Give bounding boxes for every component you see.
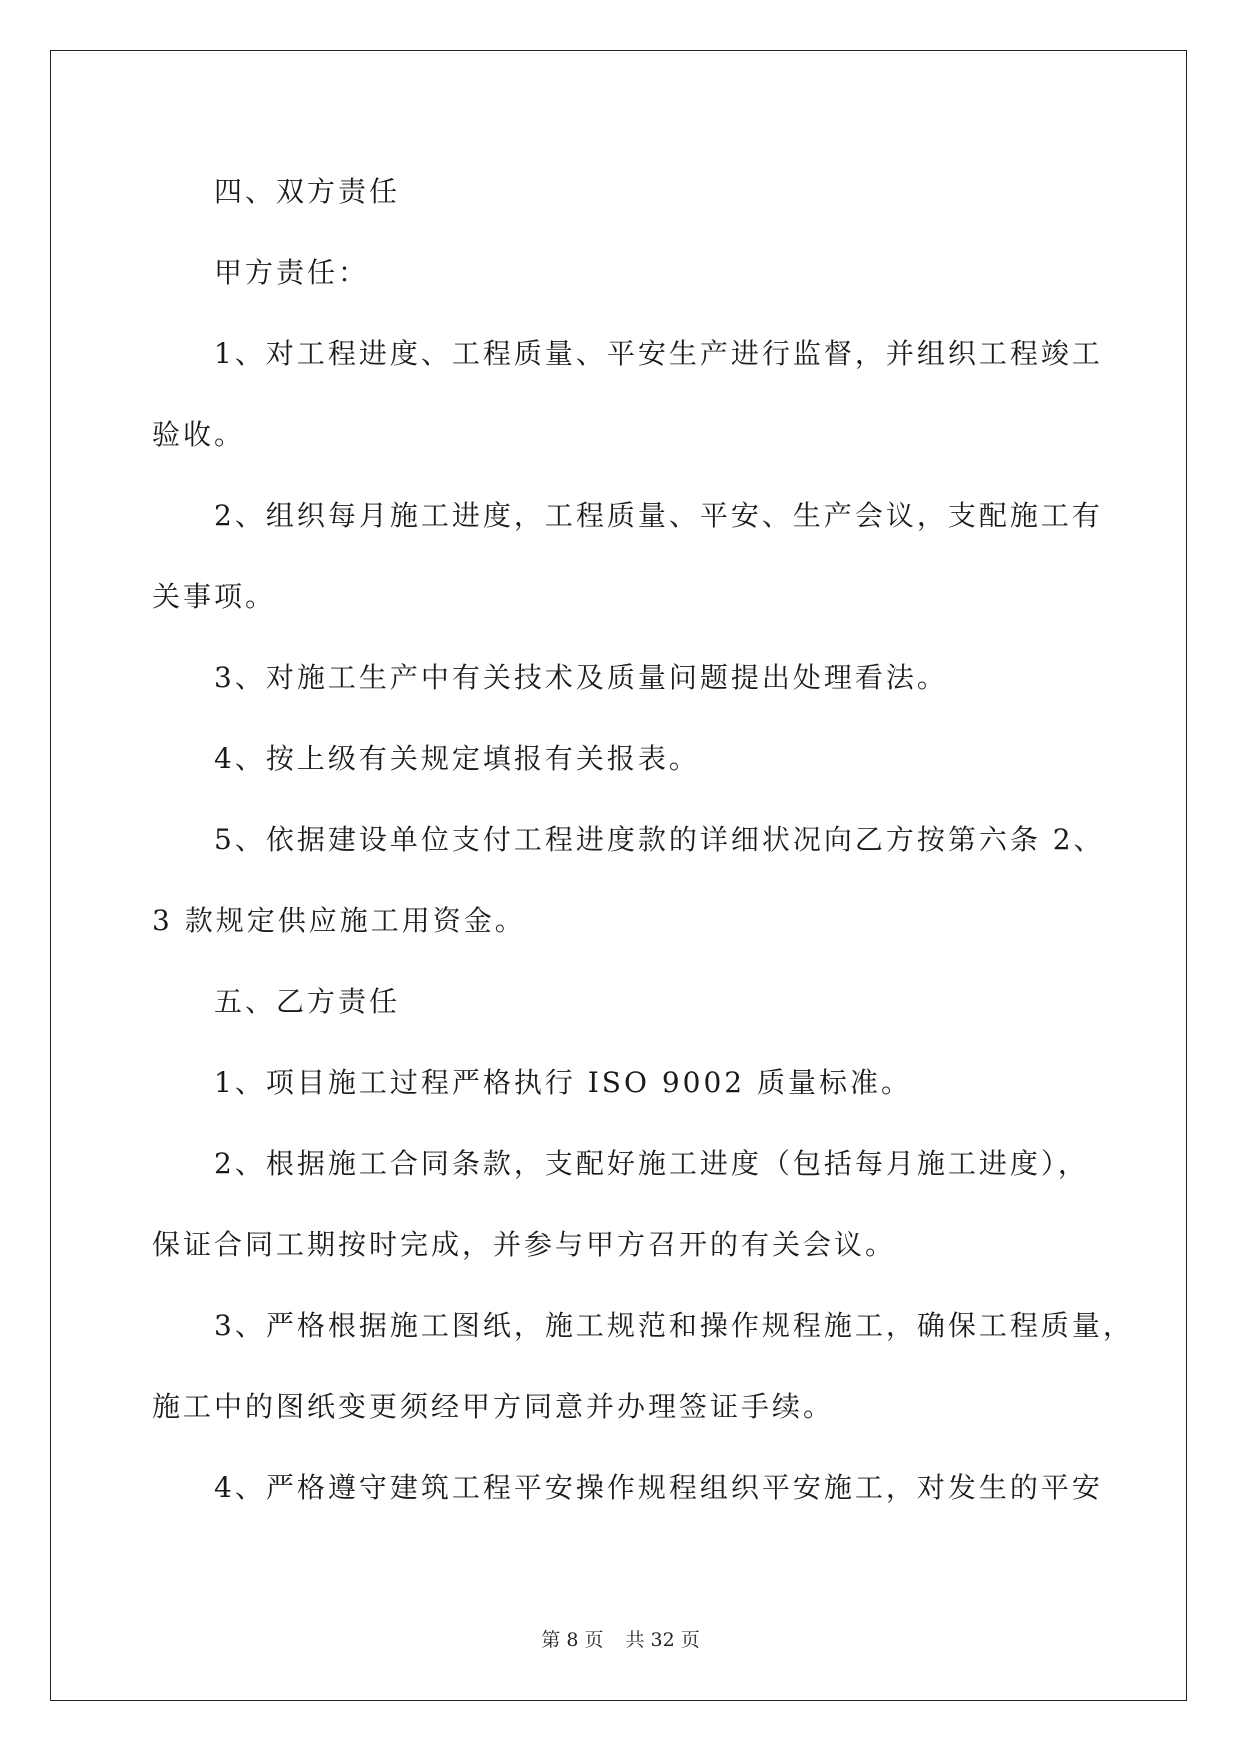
- party-a-heading: 甲方责任：: [214, 256, 370, 289]
- section-heading-party-b: 五、乙方责任: [214, 985, 401, 1018]
- paragraph-line: 保证合同工期按时完成，并参与甲方召开的有关会议。: [152, 1228, 897, 1261]
- paragraph-line: 4、严格遵守建筑工程平安操作规程组织平安施工，对发生的平安: [214, 1471, 1103, 1504]
- paragraph-line: 5、依据建设单位支付工程进度款的详细状况向乙方按第六条 2、: [214, 823, 1105, 856]
- paragraph-line: 3、对施工生产中有关技术及质量问题提出处理看法。: [214, 661, 948, 694]
- paragraph-line: 2、根据施工合同条款，支配好施工进度（包括每月施工进度），: [214, 1147, 1089, 1180]
- paragraph-line: 3、严格根据施工图纸，施工规范和操作规程施工，确保工程质量，: [214, 1309, 1134, 1342]
- page-number-current: 第 8 页: [541, 1629, 604, 1651]
- paragraph-line: 4、按上级有关规定填报有关报表。: [214, 742, 700, 775]
- paragraph-line: 3 款规定供应施工用资金。: [152, 904, 526, 937]
- paragraph-line: 1、对工程进度、工程质量、平安生产进行监督，并组织工程竣工: [214, 337, 1103, 370]
- paragraph-line: 验收。: [152, 418, 246, 451]
- paragraph-line: 2、组织每月施工进度，工程质量、平安、生产会议，支配施工有: [214, 499, 1103, 532]
- paragraph-line: 关事项。: [152, 580, 277, 613]
- paragraph-line: 1、项目施工过程严格执行 ISO 9002 质量标准。: [214, 1066, 912, 1099]
- page-number-total: 共 32 页: [625, 1629, 700, 1651]
- page-footer: [0, 1628, 1241, 1652]
- section-heading-mutual-responsibility: 四、双方责任: [214, 175, 401, 208]
- paragraph-line: 施工中的图纸变更须经甲方同意并办理签证手续。: [152, 1390, 835, 1423]
